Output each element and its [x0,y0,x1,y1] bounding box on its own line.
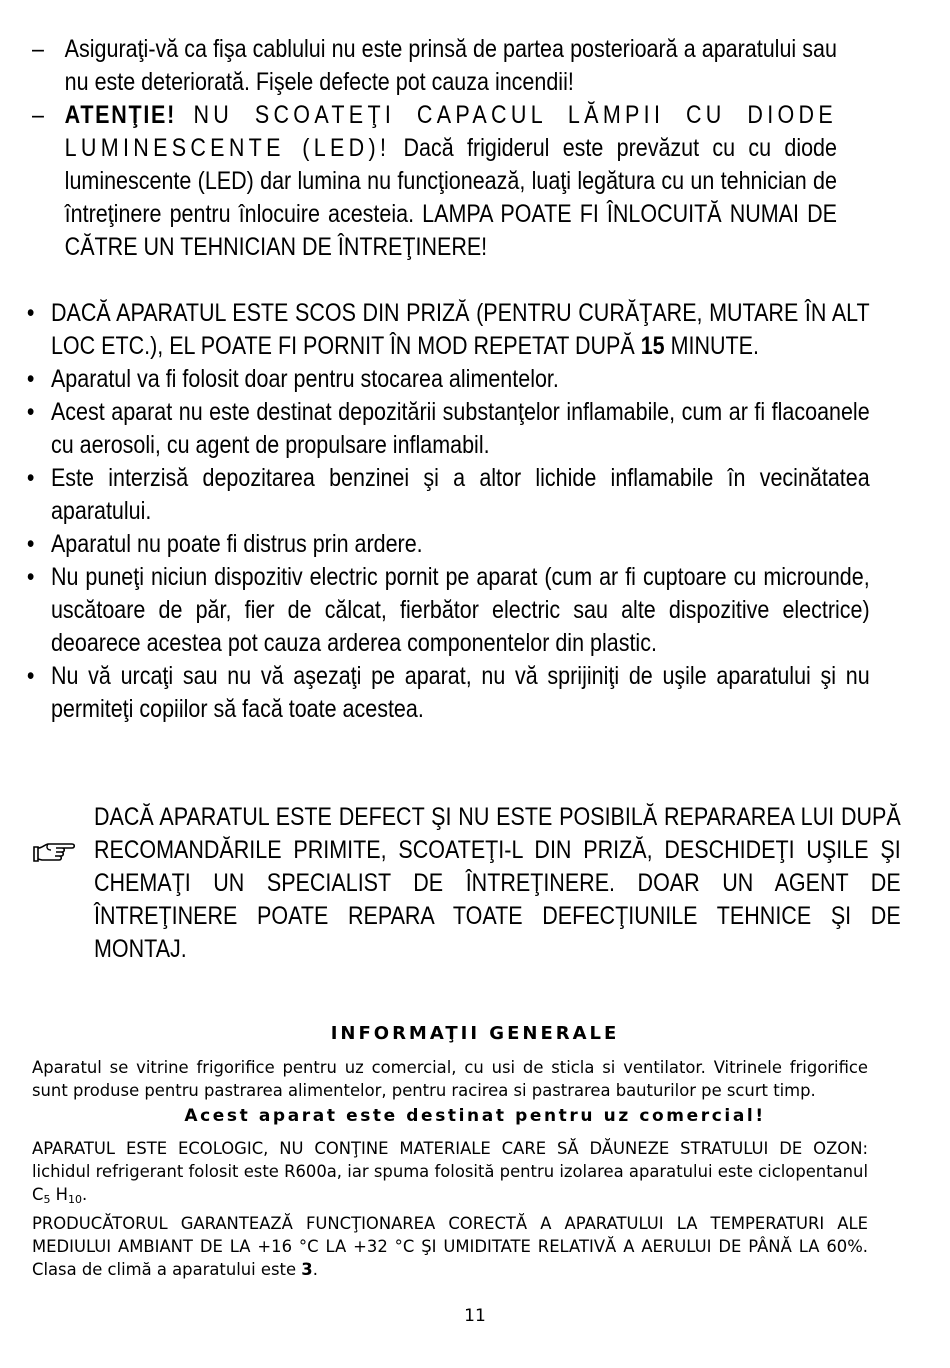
bullet-marker: • [26,662,35,690]
list-item [20,396,870,462]
general-intro: Aparatul se vitrine frigorifice pentru uz comercial, cu usi de sticla si ventilator. Vitrinele frigorifice sunt produse pentru pastrarea alimentelor, pentru racirea si pastrarea bauturilor pe scurt timp. [32,1058,868,1100]
page-number: 11 [464,1306,486,1326]
warranty-paragraph [32,1212,868,1281]
formula-subscript-h: 10 [68,1193,82,1206]
bullet-text: Acest aparat nu este destinat depozitării substanţelor inflamabile, cum ar fi flacoanele cu aerosoli, cu agent de propulsare inflamabil. [50,398,870,459]
note-text: DACĂ APARATUL ESTE DEFECT ŞI NU ESTE POSIBILĂ REPARAREA LUI DUPĂ RECOMANDĂRILE PRIMITE, SCOATEŢI-L DIN PRIZĂ, DESCHIDEŢI UŞILE ŞI CHEMAŢI UN SPECIALIST DE ÎNTREŢINERE. DOAR UN AGENT DE ÎNTREŢINERE POATE REPARA TOATE DEFECŢIUNILE TEHNICE ŞI DE MONTAJ. [94,803,901,963]
bullet-marker: • [26,398,35,426]
list-item [20,462,870,528]
list-item [20,660,870,726]
bullet-text: Aparatul va fi folosit doar pentru stocarea alimentelor. [50,365,559,393]
section-title: INFORMAŢII GENERALE [330,1023,620,1044]
bullet-text: Nu puneţi niciun dispozitiv electric pornit pe aparat (cum ar fi cuptoare cu microunde, uscătoare de păr, fier de călcat, fierbător electric sau alte dispozitive electrice) deoarece acestea pot cauza arderea componentelor din plastic. [50,563,870,657]
bullet-text-end: MINUTE. [670,332,759,360]
list-item [20,363,870,396]
eco-text: APARATUL ESTE ECOLOGIC, NU CONŢINE MATERIALE CARE SĂ DĂUNEZE STRATULUI DE OZON: lichidul refrigerant folosit este R600a, iar spuma folosită pentru izolarea aparatului este ciclopentanul C [32,1139,868,1204]
formula-subscript-c: 5 [43,1193,51,1206]
dash-marker: – [32,101,44,129]
eco-paragraph [32,1137,868,1211]
list-item [20,528,870,561]
warning-item-led [32,99,837,264]
warranty-text: PRODUCĂTORUL GARANTEAZĂ FUNCŢIONAREA CORECTĂ A APARATULUI LA TEMPERATURI ALE MEDIULUI AMBIANT DE LA +16 °C LA +32 °C ŞI UMIDITATE RELATIVĂ A AERULUI DE PÂNĂ LA 60%. Clasa de climă a aparatului este [32,1214,868,1279]
bullet-text: Nu vă urcaţi sau nu vă aşezaţi pe aparat, nu vă sprijiniţi de uşile aparatului şi nu permiteţi copiilor să facă toate acestea. [50,662,870,723]
bullet-marker: • [26,299,35,327]
bullet-marker: • [26,563,35,591]
warning-text: Dacă frigiderul este prevăzut cu cu diode luminescente (LED) dar lumina nu funcţionează, luaţi legătura cu un tehnician de întreţinere pentru înlocuire acesteia. LAMPA POATE FI ÎNLOCUITĂ NUMAI DE CĂTRE UN TEHNICIAN DE ÎNTREŢINERE! [64,134,837,261]
warranty-end: . [312,1260,318,1279]
warning-text: Asiguraţi-vă ca fişa cablului nu este prinsă de partea posterioară a aparatului sau nu este deteriorată. Fişele defecte pot cauza incendii! [64,35,837,96]
list-item [20,561,870,660]
list-item [20,297,870,363]
eco-end: . [82,1185,88,1204]
dash-marker: – [32,35,44,63]
warning-item-plug [32,33,837,99]
minutes-value: 15 [640,332,665,360]
formula-h: H [50,1185,68,1204]
pointing-hand-icon [32,839,78,865]
bullet-marker: • [26,530,35,558]
bullet-text: Aparatul nu poate fi distrus prin ardere. [50,530,423,558]
bullet-text: DACĂ APARATUL ESTE SCOS DIN PRIZĂ (PENTRU CURĂŢARE, MUTARE ÎN ALT LOC ETC.), EL POATE FI PORNIT ÎN MOD REPETAT DUPĂ [50,299,870,360]
bullet-text: Este interzisă depozitarea benzinei şi a altor lichide inflamabile în vecinătatea aparatului. [50,464,870,525]
bullet-marker: • [26,365,35,393]
attention-label: ATENŢIE! [64,101,176,129]
climate-class-value: 3 [301,1260,313,1279]
safety-bullet-list [20,297,950,726]
warning-list [32,33,950,264]
commercial-use-notice: Acest aparat este destinat pentru uz comercial! [184,1106,766,1126]
bullet-marker: • [26,464,35,492]
warning-caps-text: NU SCOATEŢI CAPACUL LĂMPII CU DIODE LUMINESCENTE (LED)! [64,101,837,162]
